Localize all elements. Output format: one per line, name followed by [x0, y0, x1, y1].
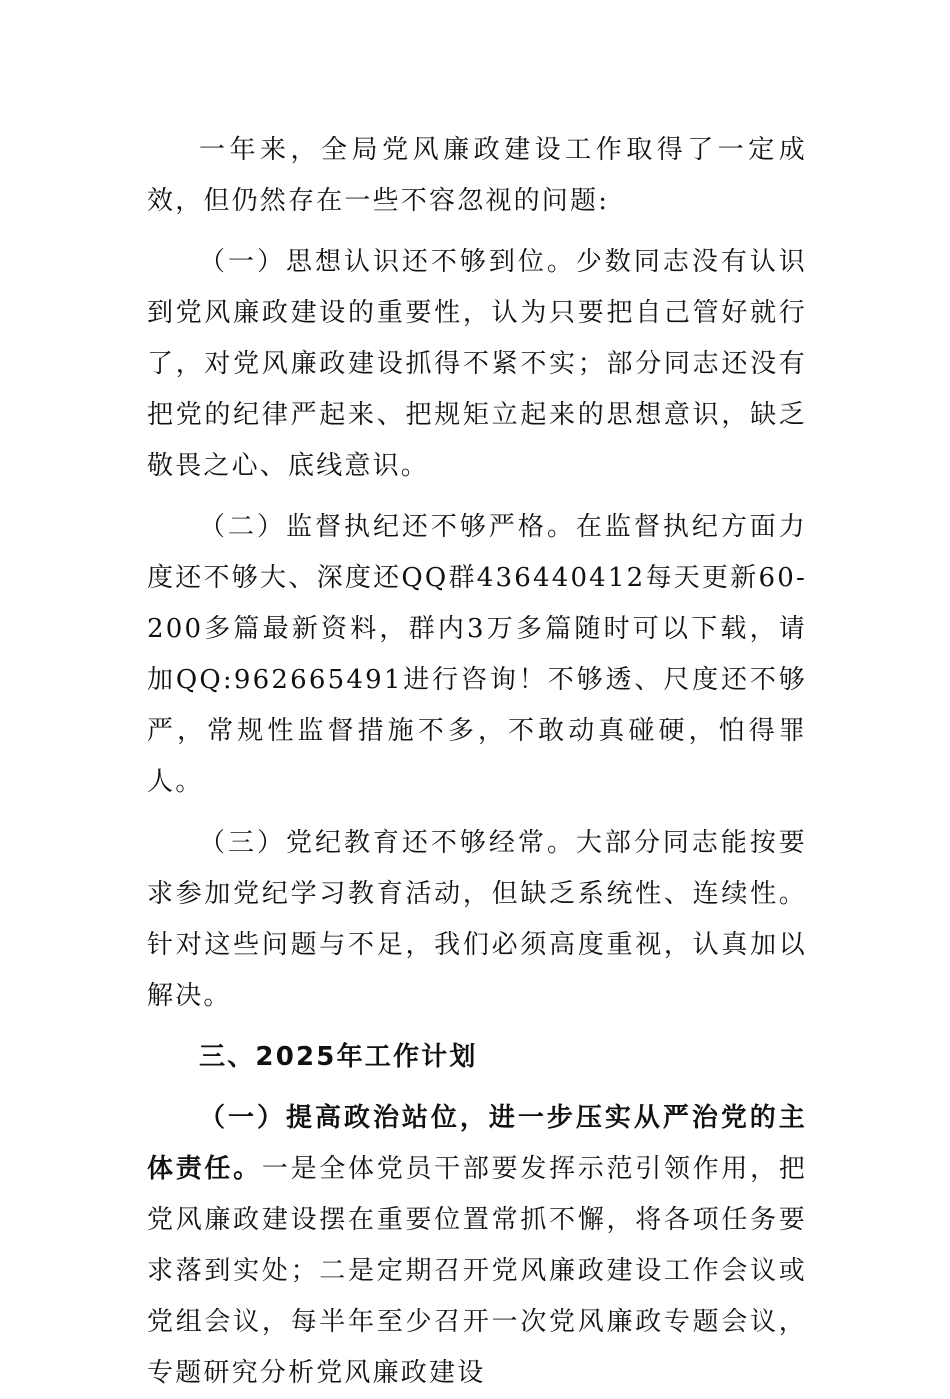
- paragraph-plan-1: [147, 1093, 807, 1399]
- section-heading: 三、2025年工作计划: [199, 1042, 478, 1072]
- paragraph-issue-1: （一）思想认识还不够到位。少数同志没有认识到党风廉政建设的重要性，认为只要把自己管好就行了，对党风廉政建设抓得不紧不实；部分同志还没有把党的纪律严起来、把规矩立起来的思想意识，缺乏敬畏之心、底线意识。: [147, 247, 807, 481]
- plan-1-body: 一是全体党员干部要发挥示范引领作用，把党风廉政建设摆在重要位置常抓不懈，将各项任务要求落到实处；二是定期召开党风廉政建设工作会议或党组会议，每半年至少召开一次党风廉政专题会议，专题研究分析党风廉政建设: [147, 1154, 807, 1388]
- document-page: [147, 125, 807, 1399]
- paragraph-issue-2: （二）监督执纪还不够严格。在监督执纪方面力度还不够大、深度还QQ群436440412每天更新60-200多篇最新资料，群内3万多篇随时可以下载，请加QQ:962665491进行咨询！不够透、尺度还不够严，常规性监督措施不多，不敢动真碰硬，怕得罪人。: [147, 512, 807, 797]
- paragraph-issue-3: （三）党纪教育还不够经常。大部分同志能按要求参加党纪学习教育活动，但缺乏系统性、连续性。针对这些问题与不足，我们必须高度重视，认真加以解决。: [147, 828, 807, 1011]
- paragraph-intro: 一年来，全局党风廉政建设工作取得了一定成效，但仍然存在一些不容忽视的问题:: [147, 135, 807, 216]
- plan-1-lead: （一）提高政治站位，进一步压实从严治党的主体责任。: [147, 1103, 807, 1184]
